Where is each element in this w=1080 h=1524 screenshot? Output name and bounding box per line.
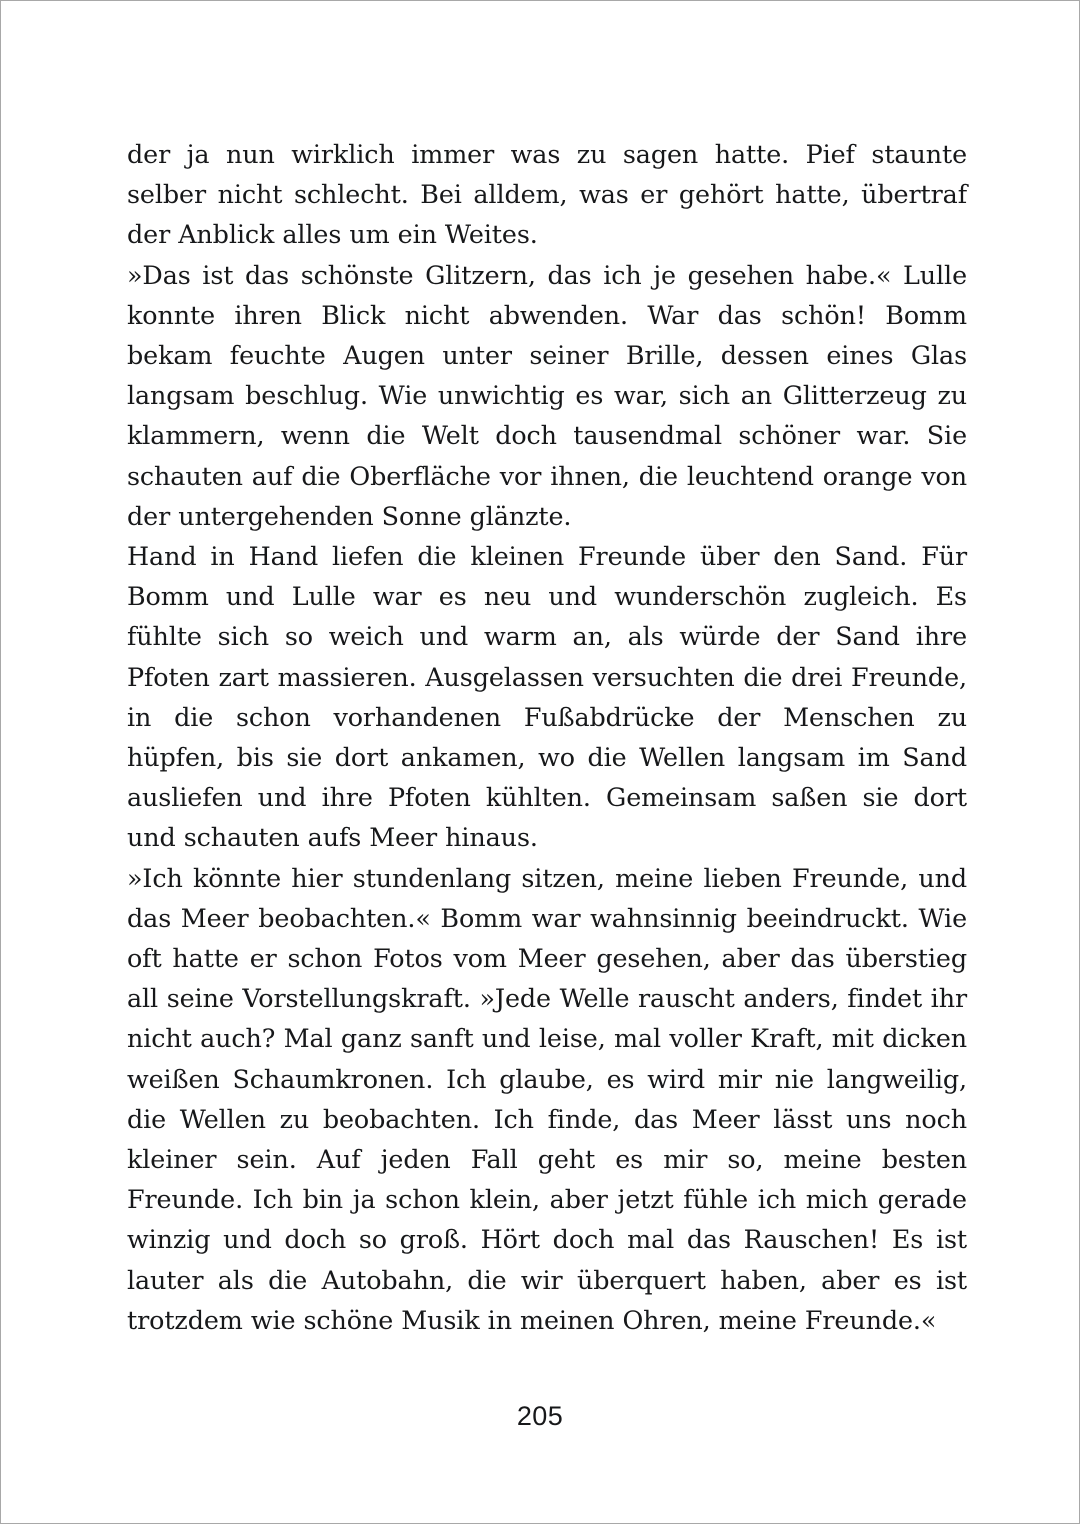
page-text-block <box>127 134 967 1340</box>
paragraph-4: »Ich könnte hier stundenlang sitzen, meine lieben Freunde, und das Meer beobachten.« Bomm war wahnsinnig beeindruckt. Wie oft hatte er schon Fotos vom Meer gesehen, aber das überstieg all seine Vorstellungskraft. »Jede Welle rauscht anders, findet ihr nicht auch? Mal ganz sanft und leise, mal voller Kraft, mit dicken weißen Schaumkronen. Ich glaube, es wird mir nie langweilig, die Wellen zu beobachten. Ich finde, das Meer lässt uns noch kleiner sein. Auf jeden Fall geht es mir so, meine besten Freunde. Ich bin ja schon klein, aber jetzt fühle ich mich gerade winzig und doch so groß. Hört doch mal das Rauschen! Es ist lauter als die Autobahn, die wir überquert haben, aber es ist trotzdem wie schöne Musik in meinen Ohren, meine Freunde.« <box>127 862 967 1335</box>
paragraph-1: der ja nun wirklich immer was zu sagen hatte. Pief staunte selber nicht schlecht. Bei alldem, was er gehört hatte, übertraf der Anblick alles um ein Weites. <box>127 139 967 250</box>
paragraph-2: »Das ist das schönste Glitzern, das ich je gesehen habe.« Lulle konnte ihren Blick nicht abwenden. War das schön! Bomm bekam feuchte Augen unter seiner Brille, dessen eines Glas langsam beschlug. Wie unwichtig es war, sich an Glitterzeug zu klammern, wenn die Welt doch tausendmal schöner war. Sie schauten auf die Oberfläche vor ihnen, die leuchtend orange von der untergehenden Sonne glänzte. <box>127 259 967 531</box>
paragraph-3: Hand in Hand liefen die kleinen Freunde über den Sand. Für Bomm und Lulle war es neu und wunderschön zugleich. Es fühlte sich so weich und warm an, als würde der Sand ihre Pfoten zart massieren. Ausgelassen versuchten die drei Freunde, in die schon vorhandenen Fußabdrücke der Menschen zu hüpfen, bis sie dort ankamen, wo die Wellen langsam im Sand ausliefen und ihre Pfoten kühlten. Gemeinsam saßen sie dort und schauten aufs Meer hinaus. <box>127 541 967 853</box>
page-number: 205 <box>516 1401 564 1431</box>
